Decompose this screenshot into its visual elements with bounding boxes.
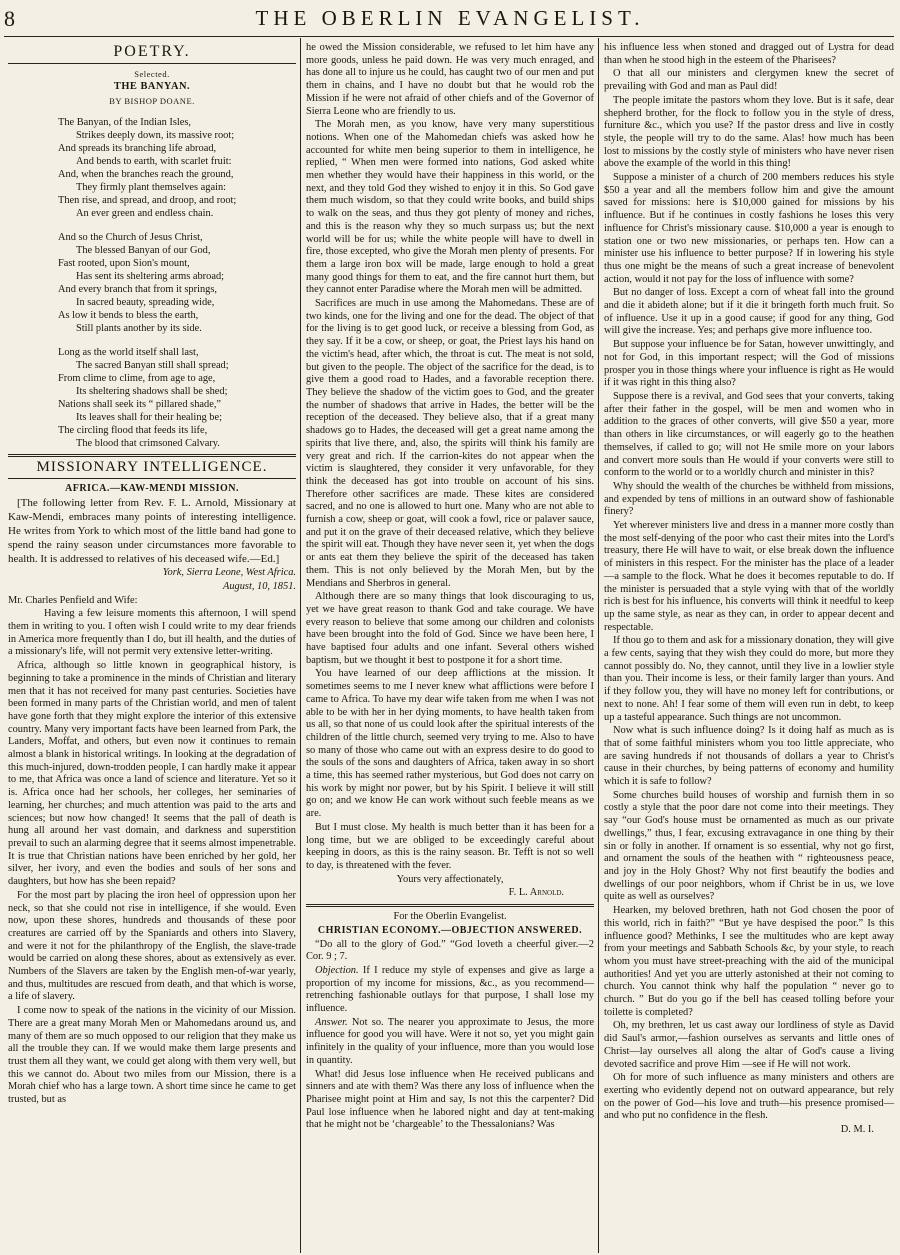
- economy-for-line: For the Oberlin Evangelist.: [393, 911, 507, 923]
- poem-stanza-2: [58, 231, 296, 335]
- letter-paragraph: For the most part by placing the iron heel of oppression upon her neck, so that she could not rise in intelligence, if she would. Even now, upon these shores, hundreds and thousands of these poor creatures are carried off by the Spaniards and others into Slavery, and were it not for the philanthropy of the English, the slave-trade would be carried on along these shores, about as extensively as ever. Numbers of the Slavers are taken by the English men-of-war yearly, and thus, multitudes are rescued from death, and that which is worse, a life of slavery.: [8, 889, 296, 1003]
- economy-paragraph: Suppose there is a revival, and God sees that your converts, taking after their father in the gospel, will be men and women who in addition to the graces of other converts, will give $50 a year, more than others in like circumstances, or will eagerly go to the heathen themselves, if called to go; will not He smile more on your labors and convert more souls than He would if your converts were still to conform to the world or to a worldly church and minister in this?: [604, 390, 894, 479]
- poem-line: Its sheltering shadows shall be shed;: [76, 385, 228, 397]
- divider: [306, 904, 594, 907]
- poem-line: As low it bends to bless the earth,: [58, 309, 199, 321]
- letter-paragraph: But I must close. My health is much better than it has been for a long time, but we are obliged to be exceedingly careful about keeping in doors, as this is the rainy season. Br. Tefft is not so well to day, is threatened with the fever.: [306, 821, 594, 871]
- economy-paragraph: If thou go to them and ask for a missionary donation, they will give a few cents, saying that they wish they could do more, but more they cannot possibly do. No, they cannot, until they live in a lowlier style than you. Their income is less, or their family larger than yours. And if they follow you, they will have no money left for contributions, or next to none. Ah! I fear some of them will even run in debt, to keep up a tasteful appearance. Such things are not uncommon.: [604, 635, 894, 723]
- letter-paragraph: The Morah men, as you know, have very many superstitious notions. When one of the Mahomedan chiefs was asked how he accounted for white men being superior to them in intelligence, he replied, “ When men were formed into nations, God asked white men whether they would have their happiness in this world, or the next, and they told God they wished to enjoy it in this. So God gave them much wisdom, so that they could write books, and build ships to walk on the seas, and thus they got plenty of money and riches, and this is the reason why they so much surpass us; but the next world will be for us; while the white people will have to dwell in fire, those excepted, who give the Morah men plenty of presents. For them a large iron box will be made, large enough to hold a great many good things for them to eat, and the fire cannot hurt them, but they cannot enter Paradise where the Morah men will be admitted.: [306, 119, 594, 296]
- poem-line: Nations shall seek its “ pillared shade,”: [58, 398, 222, 410]
- letter-paragraph: Africa, although so little known in geographical history, is beginning to take a prominence in the minds of Christian and literary men that it has not received for many past centuries. Societies have been formed in many parts of the Christian world, and men of talent have gone forth that they might explore the interior of this extensive country. Many very important facts have been learned from Park, the Landers, Moffat, and others, but even now it continues to remain almost a blank in historical writings. In looking at the degradation of this much-injured, down-trodden people, I can hardly make it appear to me, that Africa was once a land of science and literature. Yet so it is. Africa once had her schools, her colleges, her seminaries of learning, her churches; and much attention was paid to the arts and sciences; but now how changed! It seems that the pall of death is hung all around her vast domain, and darkness and superstition prevail to such an alarming degree that it seems almost impenetrable. It is true that Christian nations have been enriched by her gold, her silver, her ivory, and even the bodies and souls of her sons and daughters, but how has she been repaid?: [8, 660, 296, 888]
- column-1: [8, 42, 296, 1108]
- economy-paragraph: What! did Jesus lose influence when He received publicans and sinners and ate with them? Was there any loss of influence when the Pharisee might point at Him and say, Is not this the carpenter? Did Paul lose influence when he labored night and day at tent-making that he might not be ‘chargeable’ to the Thessalonians? Was: [306, 1068, 594, 1131]
- poem-line: An ever green and endless chain.: [76, 207, 214, 219]
- economy-heading: CHRISTIAN ECONOMY.—OBJECTION ANSWERED.: [317, 924, 583, 936]
- poem-line: The Banyan, of the Indian Isles,: [58, 116, 192, 128]
- letter-signature: F. L. Arnold.: [508, 887, 564, 899]
- letter-date: August, 10, 1851.: [222, 580, 296, 592]
- letter-paragraph: he owed the Mission considerable, we refused to let him have any more goods, unless he paid down. He was very much enraged, and has done all to injure us he could, has caught two of our men and put them in chains, and I have no doubt but that he would rob the Mission if he were not afraid of other chiefs and of the Governor of Sierra Leone who are friendly to us.: [306, 42, 594, 117]
- column-divider-2: [598, 38, 599, 1253]
- letter-salutation: Mr. Charles Penfield and Wife:: [8, 594, 138, 606]
- poem-line: And bends to earth, with scarlet fruit:: [76, 155, 232, 167]
- letter-paragraph: You have learned of our deep afflictions at the mission. It sometimes seems to me I never knew what afflictions were before I came to Africa. To have my dear wife taken from me when I was not able to be with her in her dying moments, to have health taken from us all, so that none of us could look after the spiritual interests of the children of the little church, seemed very trying to me. Also to have so many of those who came out with an express desire to do good to the souls of the sons and daughters of Africa, taken away in so short a time, this has seemed rather mysterious, but God does not carry on his work by might nor power, but by his Spirit. I believe it will still go on; and we know He can work without such feeble means as we are.: [306, 668, 594, 820]
- poem-byline: BY BISHOP DOANE.: [109, 96, 195, 107]
- objection-text: If I reduce my style of expenses and give as large a proportion of my income for missions, &c., as you recommend—retrenching fashionable outlays for that purpose, I shall lose my influence.: [306, 964, 594, 1015]
- economy-paragraph: O that all our ministers and clergymen knew the secret of prevailing with God and man as Paul did!: [604, 68, 894, 93]
- poem-line: Then rise, and spread, and droop, and root;: [58, 194, 237, 206]
- economy-answer: [306, 1017, 594, 1068]
- poem: [8, 116, 296, 450]
- missionary-subheading: AFRICA.—KAW-MENDI MISSION.: [64, 482, 240, 494]
- poem-line: The blood that crimsoned Calvary.: [76, 437, 220, 449]
- letter-paragraph: Although there are so many things that look discouraging to us, yet we have great reason to thank God and take courage. We have every reason to believe that some among our children and colonists have been brought into the fold of God. Since we have been here, I have baptised four adults and one infant. Several others wished baptism, but we thought it best to postpone it for a short time.: [306, 591, 594, 666]
- poem-title: THE BANYAN.: [113, 81, 191, 93]
- divider: [8, 454, 296, 457]
- poem-selected: Selected.: [134, 68, 170, 79]
- letter-paragraph: Sacrifices are much in use among the Mahomedans. These are of two kinds, one for the living and one for the dead. The object of that for the living is to get good luck, or receive a blessing from God, as they say. If it be a cow, or sheep, or goat, the Priest lays his hand on the victim's head, after which, the throat is cut. The meat is not sold, but given to the people. The object of the sacrifice for the dead, is to give them a good road to Hades, and a favorable reception there. They believe the shadow of the victim goes to God, and the greater the number of shadows that arrive in Hades, the better will be the reception of the deceased. They believe also, that if a great many shadows go to Hades, the deceased will get a great name among the spirits that live there, and, also, the spirits will think his family are very great and rich. If the carrion-kites do not appear when the victim is slaughtered, they consider it very unfavorable, for they think the deceased has got into trouble on account of his sins. Therefore other sacrifices are made. These kites are considered sacred, and no one is allowed to hurt one. Many who are not able to furnish a cow, sheep or goat, will cook a fowl, rice or palaver sauce, and put it on the grave of their deceased relative, which they believe the spirit will eat. Though they have never seen it, yet when the dogs or ants eat them they believe the spirit of the deceased has taken them. This is not only believed by the Morah Men, but by the Mendians and Sherbros in general.: [306, 298, 594, 589]
- economy-paragraph: Some churches build houses of worship and furnish them in so costly a style that the poor dare not come into their meetings. They say “our God's house must be ornamented as much as our private dwellings,” thus, I fear, excusing extravagance in one thing by their sin or folly in another. If ornament is so essential, why not go first, and ornament the souls of the heathen with “ righteousness peace, and joy in the Holy Ghost? Why not first beautify the bodies and dwellings of our poor neighbors, whom if Christ be in us, we love quite as well as ourselves?: [604, 789, 894, 903]
- economy-paragraph: The people imitate the pastors whom they love. But is it safe, dear shepherd brother, for the flock to follow you in the style of dress, furniture &c., which you use? If the pastor dress and live in costly style, the people will try to do the same. Alas! how much has been lost to missions by the costly style of ministers who have never risen above the example of the world in this thing!: [604, 94, 894, 170]
- economy-objection: [306, 965, 594, 1016]
- missionary-heading: MISSIONARY INTELLIGENCE.: [36, 458, 268, 475]
- letter-closing: Yours very affectionately,: [396, 873, 504, 885]
- economy-paragraph: Hearken, my beloved brethren, hath not God chosen the poor of this world, rich in faith?” “But ye have despised the poor.” Is this influence good? Methinks, I see the multitudes who are kept away from your meetings and Sabbath Schools &c, by your style, to reach whom you must have street-preaching with the aid of the municipal authorities! And yet you are utterly astonished at their not coming to church. You cannot think why half the population “ never go to church. ” But do you go if the bell has ceased tolling before your toilette is completed?: [604, 905, 894, 1018]
- divider: [8, 63, 296, 64]
- poem-stanza-1: [58, 116, 296, 220]
- economy-paragraph: But no danger of loss. Except a corn of wheat fall into the ground and die it abideth alone; but if it die it bringeth forth much fruit. So of influence. Use it up in a good cause; if good for any thing, God will give the increase. Yes; and perhaps give more influence too.: [604, 287, 894, 337]
- poem-line: And spreads its branching life abroad,: [58, 142, 217, 154]
- economy-paragraph: Now what is such influence doing? Is it doing half as much as is that of some faithful ministers whom you too little appreciate, who are saving hundreds if not thousands of dollars a year to Christ's cause in their churches, by being patterns of economy and humility which it is safe to follow?: [604, 725, 894, 788]
- answer-label: Answer.: [315, 1016, 348, 1028]
- poem-line: Has sent its sheltering arms abroad;: [76, 270, 225, 282]
- economy-paragraph: Why should the wealth of the churches be withheld from missions, and expended by tens of millions in an outward show of fashionable finery?: [604, 480, 894, 518]
- column-2: [306, 42, 594, 1133]
- letter-place: York, Sierra Leone, West Africa.: [162, 567, 296, 579]
- poem-stanza-3: [58, 346, 296, 450]
- poem-line: Its leaves shall for their healing be;: [76, 411, 222, 423]
- page-number: 8: [4, 6, 15, 31]
- economy-paragraph: his influence less when stoned and dragged out of Lystra for dead than when he stood high in the esteem of the Pharisees?: [604, 42, 894, 66]
- economy-paragraph: Yet wherever ministers live and dress in a manner more costly than the most self-denying of the poor who cast their mites into the Lord's treasury, there He will have to wait, or else break down the influence of ministers in this respect. For the minister has the place of a leader—a sample to the flock. What he does it becomes reputable to do. If the minister is persuaded that a style vying with that of the worldly rich is best for his influence, his converts will think it needful to keep up the same style, as near as they can, in order to appear decent and respectable.: [604, 520, 894, 633]
- poem-line: Still plants another by its side.: [76, 322, 202, 334]
- letter-paragraph: I come now to speak of the nations in the vicinity of our Mission. There are a great many Morah Men or Mahomedans around us, and many of them are so much opposed to our religion that they make us all the trouble they can. If we would make them large presents and trust them all they want, we could get along with them very well, but this we cannot do. About two miles from our Mission, there is a Morah chief who has a large town. A short time since he came to get trusted, but as: [8, 1005, 296, 1106]
- economy-epigraph: “Do all to the glory of God.” “God loveth a cheerful giver.—2 Cor. 9 ; 7.: [306, 938, 594, 963]
- answer-text: Not so. The nearer you approximate to Jesus, the more influence for good you will have. Were it not so, yet you might gain infinitely in the quality of your influence, more than you would lose in quantity.: [306, 1016, 594, 1066]
- poem-line: They firmly plant themselves again:: [76, 181, 227, 193]
- header-rule: [4, 36, 894, 37]
- economy-paragraph: Oh for more of such influence as many ministers and others are exerting who evidently depend not on outward appearance, but rely on the power of God—his love and truth—his presence promised—and who put no confidence in the flesh.: [604, 1072, 894, 1122]
- economy-paragraph: Suppose a minister of a church of 200 members reduces his style $50 a year and all the members follow him and give the amount saved for missions: here is $10,000 gained for missions by his influence. But if he continues in costly fashions he loses this very influence for Christ's missionary cause. $10,000 a year is enough to station one or two new missionaries, or perhaps ten. How can a minister use his influence to better purpose? If in lowering his style thus one might be the means of such a great increase of benevolent action, would it not pay for the loss of influence with some?: [604, 172, 894, 285]
- divider: [8, 478, 296, 479]
- poem-line: And so the Church of Jesus Christ,: [58, 231, 203, 243]
- poetry-heading: POETRY.: [113, 43, 191, 60]
- economy-paragraph: But suppose your influence be for Satan, however unwittingly, and not for God, in this important respect; will the God of missions prosper you in those things where your influence is right as He would if it was right in this thing also?: [604, 339, 894, 389]
- poem-line: From clime to clime, from age to age,: [58, 372, 216, 384]
- poem-line: And every branch that from it springs,: [58, 283, 217, 295]
- poem-line: The circling flood that feeds its life,: [58, 424, 208, 436]
- editor-note: [The following letter from Rev. F. L. Arnold, Missionary at Kaw-Mendi, embraces many points of interesting intelligence. He writes from York to which most of the little band had gone to spend the rainy season under circumstances more favorable to health. It is addressed to relatives of his deceased wife.—Ed.]: [8, 497, 296, 566]
- poem-line: Strikes deeply down, its massive root;: [76, 129, 235, 141]
- page-header: [0, 0, 900, 40]
- poem-line: The blessed Banyan of our God,: [76, 244, 211, 256]
- poem-line: Long as the world itself shall last,: [58, 346, 199, 358]
- poem-line: Fast rooted, upon Sion's mount,: [58, 257, 190, 269]
- poem-line: The sacred Banyan still shall spread;: [76, 359, 229, 371]
- column-3: [604, 42, 894, 1138]
- poem-line: In sacred beauty, spreading wide,: [76, 296, 215, 308]
- economy-signature: D. M. I.: [840, 1124, 874, 1136]
- poem-line: And, when the branches reach the ground,: [58, 168, 234, 180]
- economy-paragraph: Oh, my brethren, let us cast away our lordliness of style as David did Saul's armor,—fashion ourselves as servants and little ones of Christ—lay ourselves all along the altar of God's cause a living devoted sacrifice and prove Him —see if He will not work.: [604, 1020, 894, 1070]
- letter-paragraph: Having a few leisure moments this afternoon, I will spend them in writing to you. I often wish I could write to my dear friends in America more frequently than I do, but ill health, and the duties of a missionary's life, will not permit very extensive letter-writing.: [8, 608, 296, 658]
- masthead: THE OBERLIN EVANGELIST.: [255, 6, 645, 30]
- objection-label: Objection.: [315, 964, 359, 976]
- column-divider-1: [300, 38, 301, 1253]
